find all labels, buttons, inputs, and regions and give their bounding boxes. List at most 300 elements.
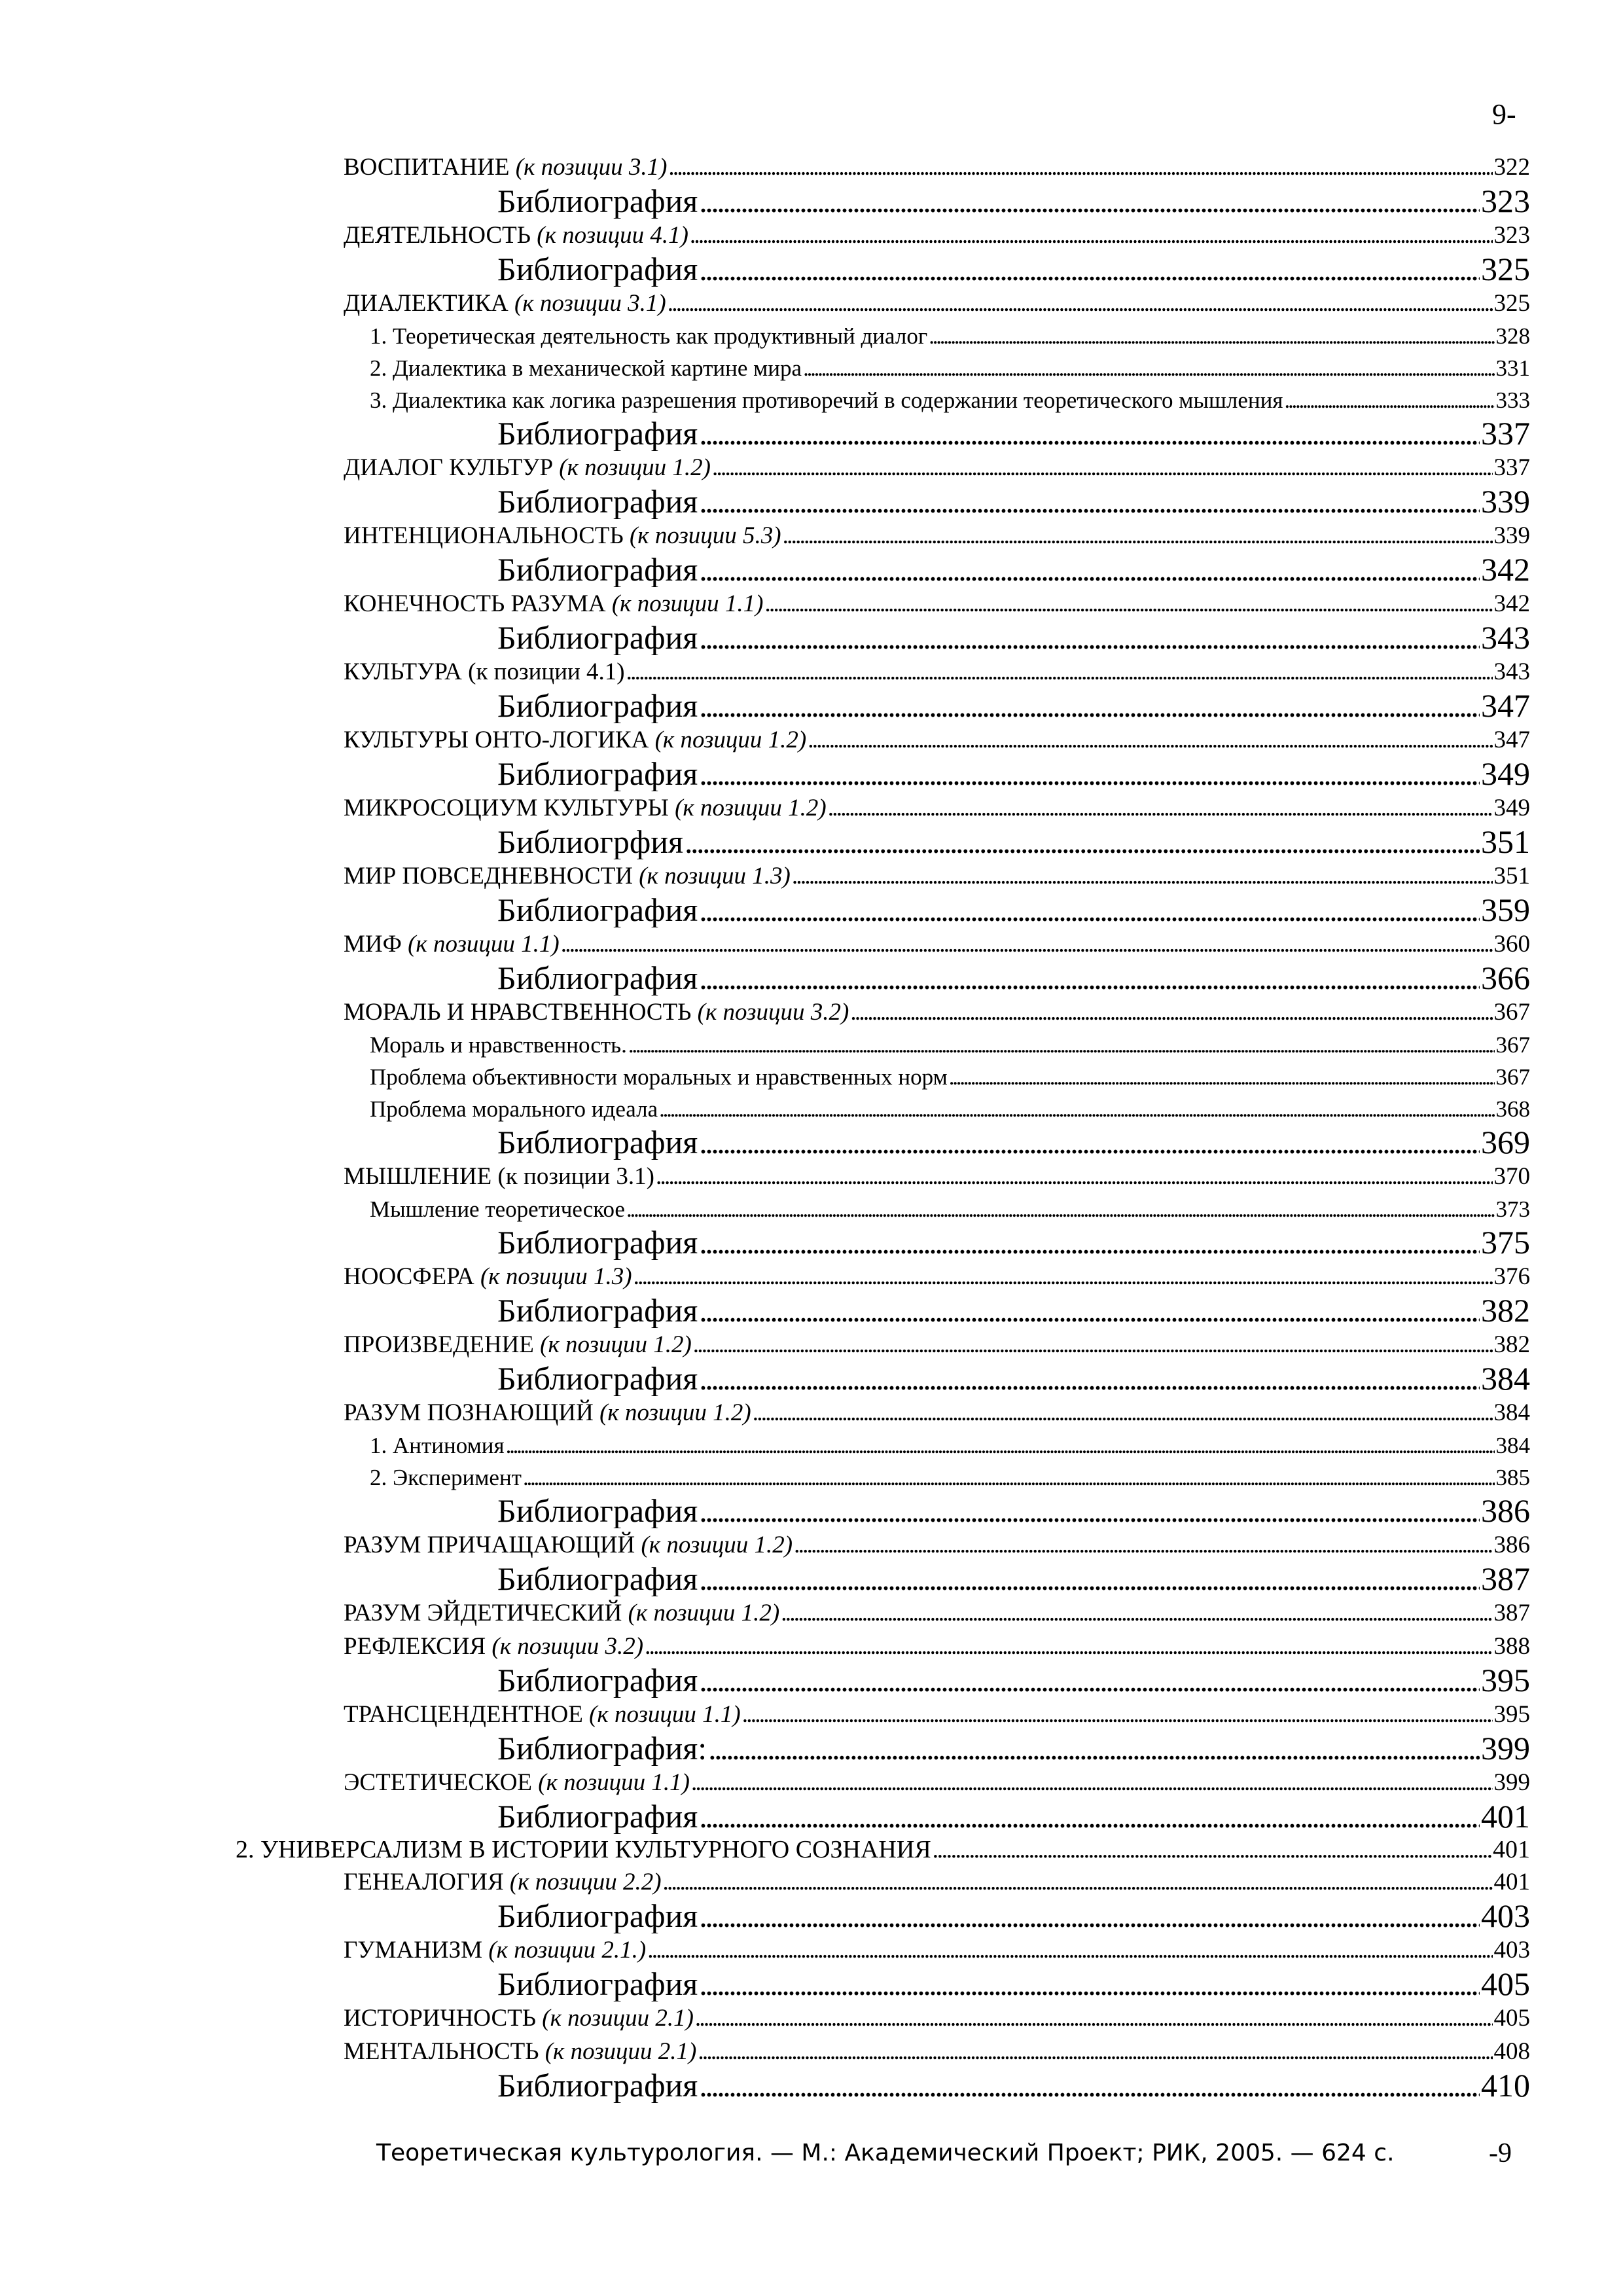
toc-entry-title-text: Библиогрфия — [497, 825, 684, 859]
toc-entry-title — [344, 1865, 662, 1899]
toc-entry-title-text: ГУМАНИЗМ — [344, 1937, 483, 1964]
toc-dot-leader — [691, 1766, 1493, 1799]
toc-dot-leader — [699, 620, 1480, 655]
toc-entry-title-text: Проблема объективности моральных и нравственных норм — [370, 1064, 948, 1090]
toc-entry-page: 385 — [1495, 1465, 1530, 1490]
toc-entry-title — [497, 1225, 698, 1260]
toc-entry-title — [497, 1494, 698, 1528]
toc-dot-leader — [663, 1865, 1493, 1899]
toc-entry-title-text: Мораль и нравственность. — [370, 1032, 627, 1058]
page-number-top: 9- — [1492, 98, 1516, 130]
toc-entry-title — [236, 1834, 931, 1865]
toc-dot-leader — [690, 219, 1493, 252]
toc-entry-bibliography[interactable] — [236, 1494, 1530, 1528]
toc-dot-leader — [647, 1933, 1492, 1967]
toc-entry-title-text: МИФ — [344, 931, 402, 958]
toc-entry[interactable] — [236, 791, 1530, 825]
toc-entry-title — [344, 1160, 654, 1193]
toc-dot-leader — [699, 1125, 1480, 1160]
toc-entry-title-text: МЫШЛЕНИЕ (к позиции 3.1) — [344, 1163, 654, 1190]
toc-entry-bibliography[interactable] — [236, 1663, 1530, 1698]
toc-dot-leader — [699, 1562, 1480, 1596]
toc-entry-page: 386 — [1481, 1494, 1530, 1528]
toc-entry-page: 401 — [1493, 1836, 1530, 1863]
toc-entry-bibliography[interactable] — [236, 893, 1530, 927]
toc-entry-title — [344, 791, 827, 825]
toc-entry-title — [497, 252, 698, 287]
toc-entry-title-text: ВОСПИТАНИЕ — [344, 154, 510, 181]
toc-entry-note: (к позиции 3.1) — [514, 290, 666, 317]
toc-entry[interactable] — [236, 655, 1530, 689]
toc-entry-title — [344, 287, 666, 320]
toc-entry[interactable] — [236, 1429, 1530, 1462]
toc-entry-title — [370, 352, 802, 384]
toc-entry-title — [370, 320, 927, 352]
toc-entry-title-text: КУЛЬТУРА (к позиции 4.1) — [344, 658, 625, 685]
toc-entry-bibliography[interactable] — [236, 1125, 1530, 1160]
toc-entry-title — [497, 1799, 698, 1834]
toc-entry-bibliography[interactable] — [236, 184, 1530, 219]
toc-dot-leader — [1284, 384, 1494, 416]
toc-entry-note: (к позиции 1.1) — [611, 590, 764, 617]
toc-dot-leader — [949, 1061, 1495, 1093]
toc-entry-title-text: Библиография — [497, 1225, 698, 1260]
toc-entry-page: 339 — [1481, 484, 1530, 519]
toc-entry-page: 410 — [1481, 2068, 1530, 2103]
toc-dot-leader — [668, 151, 1492, 184]
toc-dot-leader — [659, 1093, 1494, 1125]
toc-entry-bibliography[interactable] — [236, 689, 1530, 723]
toc-entry-title — [497, 893, 698, 927]
toc-entry[interactable] — [236, 1528, 1530, 1562]
toc-entry[interactable] — [236, 1260, 1530, 1293]
toc-entry-title — [497, 1293, 698, 1328]
toc-entry[interactable] — [236, 1596, 1530, 1630]
toc-entry[interactable] — [236, 996, 1530, 1029]
toc-entry-title-text: 1. Теоретическая деятельность как продуктивный диалог — [370, 323, 928, 349]
toc-entry-note: (к позиции 1.1) — [538, 1769, 690, 1796]
toc-entry[interactable] — [236, 927, 1530, 961]
toc-entry-page: 388 — [1493, 1633, 1530, 1660]
toc-entry-title — [497, 484, 698, 519]
toc-entry-page: 382 — [1493, 1331, 1530, 1358]
toc-dot-leader — [699, 1293, 1480, 1328]
toc-entry-page: 325 — [1481, 252, 1530, 287]
toc-entry[interactable] — [236, 519, 1530, 552]
toc-entry-page: 342 — [1481, 552, 1530, 587]
toc-entry-note: (к позиции 1.2) — [641, 1532, 793, 1558]
toc-entry-bibliography[interactable] — [236, 825, 1530, 859]
toc-entry-note: (к позиции 3.2) — [697, 999, 849, 1026]
toc-entry-title-text: РАЗУМ ПОЗНАЮЩИЙ — [344, 1399, 594, 1426]
toc-entry-page: 342 — [1493, 590, 1530, 617]
toc-entry-title-text: ДЕЯТЕЛЬНОСТЬ — [344, 222, 531, 249]
toc-dot-leader — [708, 1731, 1480, 1766]
toc-entry-page: 386 — [1493, 1532, 1530, 1558]
toc-entry-page: 376 — [1493, 1263, 1530, 1290]
toc-entry-title-text: Библиография — [497, 893, 698, 927]
toc-entry-title-text: Библиография — [497, 1293, 698, 1328]
toc-dot-leader — [699, 252, 1480, 287]
toc-dot-leader — [712, 451, 1493, 484]
toc-entry-page: 360 — [1493, 931, 1530, 958]
toc-entry-title — [344, 1766, 690, 1799]
toc-entry-note: (к позиции 1.2) — [540, 1331, 692, 1358]
toc-entry-page: 395 — [1481, 1663, 1530, 1698]
toc-entry-page: 399 — [1481, 1731, 1530, 1766]
toc-entry-title-text: Библиография — [497, 184, 698, 219]
toc-entry-title — [344, 723, 806, 757]
toc-entry-note: (к позиции 2.1.) — [488, 1937, 647, 1964]
toc-entry-page: 349 — [1481, 757, 1530, 791]
toc-entry-bibliography[interactable] — [236, 1731, 1530, 1766]
toc-entry[interactable] — [236, 1093, 1530, 1125]
toc-entry-title-text: Библиография — [497, 1361, 698, 1396]
toc-entry-title-text: Библиография — [497, 416, 698, 451]
toc-entry-page: 367 — [1495, 1064, 1530, 1090]
toc-dot-leader — [561, 927, 1493, 961]
page-footer — [0, 2134, 1623, 2173]
toc-entry-page: 401 — [1493, 1869, 1530, 1895]
toc-entry-page: 387 — [1493, 1600, 1530, 1626]
toc-entry-title-text: РЕФЛЕКСИЯ — [344, 1633, 486, 1660]
toc-entry-title — [370, 384, 1283, 416]
toc-dot-leader — [628, 1029, 1495, 1061]
toc-entry-title — [497, 1899, 698, 1933]
toc-entry-title — [497, 2068, 698, 2103]
toc-entry-page: 331 — [1495, 355, 1530, 381]
toc-entry-page: 351 — [1481, 825, 1530, 859]
toc-entry-title — [370, 1462, 522, 1494]
toc-dot-leader — [523, 1462, 1495, 1494]
toc-entry-page: 347 — [1493, 726, 1530, 753]
toc-dot-leader — [828, 791, 1493, 825]
toc-entry-bibliography[interactable] — [236, 1225, 1530, 1260]
toc-entry-page: 323 — [1493, 222, 1530, 249]
toc-entry[interactable] — [236, 1029, 1530, 1061]
toc-entry-title — [344, 2035, 696, 2068]
toc-entry-page: 322 — [1493, 154, 1530, 181]
toc-entry-title-text: Библиография — [497, 252, 698, 287]
toc-entry-page: 384 — [1493, 1399, 1530, 1426]
toc-entry[interactable] — [236, 320, 1530, 352]
toc-entry-title — [497, 1731, 707, 1766]
table-of-contents — [236, 151, 1530, 2103]
toc-entry[interactable] — [236, 1328, 1530, 1361]
toc-entry-page: 359 — [1481, 893, 1530, 927]
toc-entry-title-text: КУЛЬТУРЫ ОНТО-ЛОГИКА — [344, 726, 649, 753]
toc-entry-title — [497, 825, 683, 859]
toc-dot-leader — [699, 2068, 1480, 2103]
toc-dot-leader — [699, 1967, 1480, 2001]
toc-entry-page: 343 — [1493, 658, 1530, 685]
toc-entry[interactable] — [236, 1061, 1530, 1093]
toc-entry-bibliography[interactable] — [236, 1562, 1530, 1596]
toc-entry-page: 368 — [1495, 1096, 1530, 1122]
toc-entry-page: 382 — [1481, 1293, 1530, 1328]
toc-dot-leader — [699, 1225, 1480, 1260]
toc-entry-title — [370, 1061, 948, 1093]
toc-entry-title-text: Библиография — [497, 1663, 698, 1698]
toc-entry[interactable] — [236, 384, 1530, 416]
toc-entry-title-text: 2. Диалектика в механической картине мира — [370, 355, 802, 381]
toc-entry-bibliography[interactable] — [236, 252, 1530, 287]
toc-entry-title — [497, 416, 698, 451]
toc-entry-title-text: МОРАЛЬ И НРАВСТВЕННОСТЬ — [344, 999, 692, 1026]
toc-dot-leader — [929, 320, 1494, 352]
toc-entry-title — [344, 996, 849, 1029]
toc-entry[interactable] — [236, 287, 1530, 320]
toc-entry[interactable] — [236, 219, 1530, 252]
toc-entry-title — [370, 1029, 627, 1061]
toc-entry-page: 401 — [1481, 1799, 1530, 1834]
toc-entry-title — [344, 927, 560, 961]
toc-dot-leader — [626, 655, 1493, 689]
toc-entry-page: 403 — [1481, 1899, 1530, 1933]
toc-entry-bibliography[interactable] — [236, 1967, 1530, 2001]
toc-entry[interactable] — [236, 451, 1530, 484]
toc-entry-note: (к позиции 5.3) — [629, 522, 781, 549]
toc-entry[interactable] — [236, 1160, 1530, 1193]
toc-entry-note: (к позиции 2.2) — [509, 1869, 662, 1895]
toc-entry-page: 367 — [1493, 999, 1530, 1026]
toc-entry-page: 337 — [1481, 416, 1530, 451]
toc-entry-page: 405 — [1481, 1967, 1530, 2001]
toc-entry-title-text: ДИАЛОГ КУЛЬТУР — [344, 454, 554, 481]
toc-entry-page: 384 — [1481, 1361, 1530, 1396]
toc-dot-leader — [693, 1328, 1493, 1361]
toc-entry-title-text: Проблема морального идеала — [370, 1096, 658, 1122]
toc-entry-note: (к позиции 1.2) — [599, 1399, 751, 1426]
toc-entry-title — [370, 1193, 625, 1225]
toc-dot-leader — [699, 1899, 1480, 1933]
toc-entry[interactable] — [236, 2001, 1530, 2035]
toc-entry-title — [370, 1429, 505, 1462]
toc-entry-note: (к позиции 2.1) — [544, 2038, 697, 2065]
toc-entry-title — [497, 552, 698, 587]
toc-entry-title-text: Библиография — [497, 552, 698, 587]
toc-entry-bibliography[interactable] — [236, 1361, 1530, 1396]
toc-entry[interactable] — [236, 1933, 1530, 1967]
toc-entry-title-text: ЭСТЕТИЧЕСКОЕ — [344, 1769, 533, 1796]
toc-entry[interactable] — [236, 151, 1530, 184]
toc-entry-bibliography[interactable] — [236, 2068, 1530, 2103]
toc-dot-leader — [753, 1396, 1493, 1429]
toc-dot-leader — [699, 552, 1480, 587]
toc-dot-leader — [781, 1596, 1492, 1630]
toc-entry-title-text: ТРАНСЦЕНДЕНТНОЕ — [344, 1701, 583, 1728]
toc-entry-title-text: 3. Диалектика как логика разрешения противоречий в содержании теоретического мышления — [370, 387, 1283, 413]
toc-entry-note: (к позиции 3.1) — [515, 154, 668, 181]
toc-dot-leader — [699, 484, 1480, 519]
toc-entry-title-text: Библиография — [497, 757, 698, 791]
toc-entry-page: 349 — [1493, 795, 1530, 821]
toc-dot-leader — [698, 2035, 1492, 2068]
toc-entry-title-text: ДИАЛЕКТИКА — [344, 290, 508, 317]
footer-page-number: -9 — [1489, 2138, 1512, 2168]
toc-dot-leader — [742, 1698, 1493, 1731]
toc-entry-title — [344, 1396, 751, 1429]
toc-entry-title — [344, 1630, 643, 1663]
toc-entry-page: 339 — [1493, 522, 1530, 549]
toc-entry-title-text: РАЗУМ ПРИЧАЩАЮЩИЙ — [344, 1532, 635, 1558]
toc-entry-title-text: Библиография — [497, 1799, 698, 1834]
toc-entry-title-text: Библиография — [497, 1562, 698, 1596]
toc-dot-leader — [699, 184, 1480, 219]
toc-dot-leader — [699, 1663, 1480, 1698]
toc-entry-page: 408 — [1493, 2038, 1530, 2065]
toc-entry-title — [497, 1361, 698, 1396]
toc-entry-note: (к позиции 2.1) — [542, 2005, 694, 2032]
toc-dot-leader — [668, 287, 1493, 320]
toc-entry-title — [344, 151, 667, 184]
toc-entry[interactable] — [236, 1396, 1530, 1429]
toc-entry-title — [344, 655, 625, 689]
toc-entry[interactable] — [236, 352, 1530, 384]
toc-entry-title — [344, 1528, 793, 1562]
toc-entry[interactable] — [236, 1462, 1530, 1494]
toc-entry-title — [344, 859, 791, 893]
toc-dot-leader — [633, 1260, 1493, 1293]
toc-entry-title-text: Библиография — [497, 1967, 698, 2001]
toc-dot-leader — [506, 1429, 1495, 1462]
toc-dot-leader — [794, 1528, 1492, 1562]
toc-dot-leader — [803, 352, 1494, 384]
toc-dot-leader — [699, 1361, 1480, 1396]
toc-dot-leader — [699, 893, 1480, 927]
toc-entry-page: 323 — [1481, 184, 1530, 219]
toc-entry-bibliography[interactable] — [236, 1293, 1530, 1328]
toc-entry-title — [497, 1663, 698, 1698]
toc-entry-title — [497, 1562, 698, 1596]
toc-entry-bibliography[interactable] — [236, 1899, 1530, 1933]
toc-entry-title — [344, 2001, 694, 2035]
toc-dot-leader — [699, 1799, 1480, 1834]
toc-entry-page: 395 — [1493, 1701, 1530, 1728]
toc-entry-title-text: КОНЕЧНОСТЬ РАЗУМА — [344, 590, 606, 617]
toc-entry-title — [344, 519, 781, 552]
toc-entry-note: (к позиции 1.1) — [589, 1701, 741, 1728]
toc-entry-title — [497, 1125, 698, 1160]
toc-entry-title-text: Библиография — [497, 1899, 698, 1933]
toc-entry-note: (к позиции 1.2) — [628, 1600, 780, 1626]
toc-entry[interactable] — [236, 587, 1530, 620]
toc-entry[interactable] — [236, 1766, 1530, 1799]
toc-entry-title-text: 1. Антиномия — [370, 1433, 505, 1458]
toc-entry-bibliography[interactable] — [236, 961, 1530, 996]
toc-entry-title-text: МИР ПОВСЕДНЕВНОСТИ — [344, 863, 633, 889]
toc-dot-leader — [850, 996, 1492, 1029]
toc-entry-note: (к позиции 1.3) — [639, 863, 791, 889]
toc-dot-leader — [695, 2001, 1493, 2035]
toc-entry-title-text: 2. Эксперимент — [370, 1465, 522, 1490]
footer-reference: Теоретическая культурология. — М.: Академический Проект; РИК, 2005. — 624 с. — [376, 2140, 1395, 2166]
toc-entry-title — [344, 587, 764, 620]
toc-entry-note: (к позиции 1.2) — [654, 726, 807, 753]
toc-entry[interactable] — [236, 1193, 1530, 1225]
toc-entry-bibliography[interactable] — [236, 620, 1530, 655]
toc-dot-leader — [699, 689, 1480, 723]
toc-dot-leader — [783, 519, 1493, 552]
toc-entry-bibliography[interactable] — [236, 484, 1530, 519]
toc-entry-title — [344, 1328, 692, 1361]
toc-entry-bibliography[interactable] — [236, 757, 1530, 791]
toc-entry-page: 366 — [1481, 961, 1530, 996]
toc-entry-title — [344, 1260, 632, 1293]
toc-entry-page: 375 — [1481, 1225, 1530, 1260]
toc-entry[interactable] — [236, 723, 1530, 757]
toc-entry-title-text: Библиография — [497, 1125, 698, 1160]
toc-dot-leader — [699, 1494, 1480, 1528]
toc-dot-leader — [645, 1630, 1492, 1663]
toc-entry-page: 403 — [1493, 1937, 1530, 1964]
toc-entry-title — [344, 1698, 741, 1731]
toc-entry-page: 370 — [1493, 1163, 1530, 1190]
toc-entry-note: (к позиции 1.1) — [408, 931, 560, 958]
toc-dot-leader — [699, 757, 1480, 791]
toc-entry-page: 369 — [1481, 1125, 1530, 1160]
toc-entry-page: 387 — [1481, 1562, 1530, 1596]
toc-dot-leader — [765, 587, 1493, 620]
toc-entry-title-text: Мышление теоретическое — [370, 1196, 625, 1222]
toc-entry[interactable] — [236, 1834, 1530, 1865]
toc-entry-note: (к позиции 1.2) — [675, 795, 827, 821]
toc-entry[interactable] — [236, 1698, 1530, 1731]
toc-entry-bibliography[interactable] — [236, 416, 1530, 451]
toc-dot-leader — [792, 859, 1493, 893]
toc-entry-note: (к позиции 4.1) — [537, 222, 688, 249]
toc-entry-page: 337 — [1493, 454, 1530, 481]
toc-entry-page: 328 — [1495, 323, 1530, 349]
toc-entry-title — [497, 184, 698, 219]
toc-entry-note: (к позиции 1.3) — [480, 1263, 632, 1290]
toc-entry-page: 325 — [1493, 290, 1530, 317]
toc-entry-note: (к позиции 3.2) — [491, 1633, 644, 1660]
toc-entry-title — [497, 1967, 698, 2001]
toc-entry-title — [370, 1093, 658, 1125]
toc-entry-title — [497, 961, 698, 996]
toc-entry-title-text: МИКРОСОЦИУМ КУЛЬТУРЫ — [344, 795, 669, 821]
toc-dot-leader — [808, 723, 1492, 757]
toc-dot-leader — [699, 416, 1480, 451]
toc-entry-title-text: ГЕНЕАЛОГИЯ — [344, 1869, 504, 1895]
toc-entry[interactable] — [236, 2035, 1530, 2068]
toc-entry-title — [497, 757, 698, 791]
toc-entry-title-text: ИСТОРИЧНОСТЬ — [344, 2005, 536, 2032]
toc-entry-note: (к позиции 1.2) — [559, 454, 711, 481]
toc-entry-title-text: НООСФЕРА — [344, 1263, 474, 1290]
toc-entry-title-text: Библиография — [497, 1494, 698, 1528]
toc-entry-title — [344, 1596, 779, 1630]
toc-entry[interactable] — [236, 859, 1530, 893]
toc-entry-title-text: Библиография — [497, 689, 698, 723]
toc-dot-leader — [699, 961, 1480, 996]
toc-entry[interactable] — [236, 1865, 1530, 1899]
toc-entry-title-text: Библиография: — [497, 1731, 707, 1766]
toc-entry-title-text: Библиография — [497, 620, 698, 655]
toc-entry-bibliography[interactable] — [236, 1799, 1530, 1834]
toc-entry-bibliography[interactable] — [236, 552, 1530, 587]
toc-entry-page: 405 — [1493, 2005, 1530, 2032]
toc-entry-title-text: МЕНТАЛЬНОСТЬ — [344, 2038, 539, 2065]
toc-dot-leader — [685, 825, 1480, 859]
toc-entry-title-text: Библиография — [497, 484, 698, 519]
toc-entry-page: 351 — [1493, 863, 1530, 889]
toc-entry-page: 384 — [1495, 1433, 1530, 1458]
toc-entry[interactable] — [236, 1630, 1530, 1663]
toc-entry-title — [497, 620, 698, 655]
toc-entry-title-text: Библиография — [497, 2068, 698, 2103]
